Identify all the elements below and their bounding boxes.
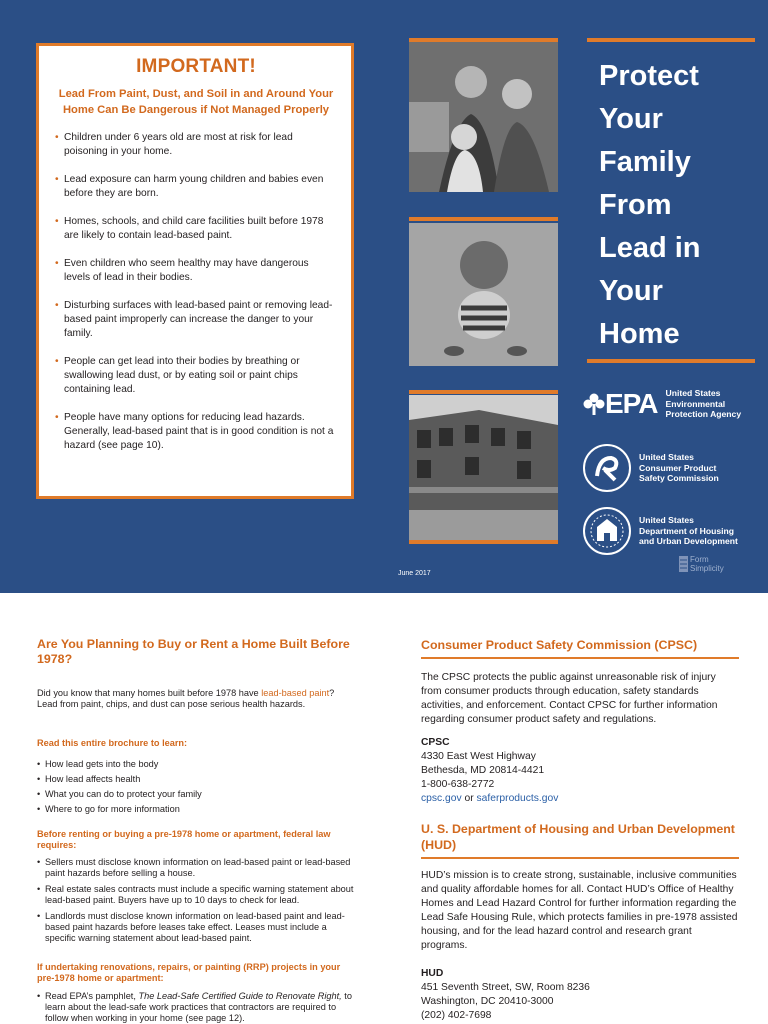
- rrp-text: to learn about the lead-safe work practices that contractors are required to follow when working in your home (see page 12).: [45, 991, 352, 1023]
- agency-line: and Urban Development: [639, 536, 738, 547]
- list-item: • Homes, schools, and child care facilities built before 1978 are likely to contain lead-based paint.: [55, 215, 337, 243]
- address-line: 451 Seventh Street, SW, Room 8236: [421, 982, 590, 993]
- watermark: [679, 555, 724, 573]
- cpsc-seal-icon: [583, 444, 631, 492]
- list-item: • Sellers must disclose known information on lead-based paint or lead-based paint hazards before selling a house.: [37, 857, 357, 879]
- intro-paragraph: [37, 688, 357, 710]
- cpsc-heading: Consumer Product Safety Commission (CPSC): [421, 637, 739, 659]
- list-item: • Real estate sales contracts must include a specific warning statement about lead-based paint. Buyers have up to 10 days to check for lead.: [37, 884, 357, 906]
- watermark-line: Form: [690, 555, 709, 564]
- title-line: Lead in: [599, 232, 701, 264]
- hud-logo: [583, 507, 738, 555]
- list-item: • Lead exposure can harm young children and babies even before they are born.: [55, 173, 337, 201]
- family-photo: [409, 42, 558, 192]
- address-line: Washington, DC 20410-3000: [421, 996, 554, 1007]
- list-item: • How lead gets into the body: [37, 757, 357, 772]
- hud-name-label: HUD: [421, 968, 444, 979]
- pamphlet-title: The Lead-Safe Certified Guide to Renovate Right,: [138, 991, 342, 1001]
- divider: [409, 390, 558, 394]
- law-heading: Before renting or buying a pre-1978 home or apartment, federal law requires:: [37, 829, 331, 850]
- cpsc-body: The CPSC protects the public against unreasonable risk of injury from consumer products through education, safety standards activities, and enforcement. Contact CPSC for further information regarding consumer product safety and regulations.: [421, 672, 718, 725]
- intro-text: ? Lead from paint, chips, and dust can pose serious health hazards.: [37, 688, 335, 709]
- rrp-list: [37, 991, 357, 1024]
- list-item: [37, 991, 357, 1024]
- epa-flower-icon: [583, 392, 605, 416]
- phone-number: (202) 402-7698: [421, 1010, 492, 1021]
- agency-line: Protection Agency: [665, 409, 742, 420]
- hud-seal-icon: [583, 507, 631, 555]
- hud-contact: [421, 967, 739, 1023]
- agency-line: United States: [665, 388, 721, 399]
- title-line: Protect: [599, 60, 699, 92]
- lead-based-paint-link[interactable]: lead-based paint: [261, 688, 330, 698]
- agency-line: United States: [639, 452, 694, 463]
- rrp-text: Read EPA’s pamphlet,: [45, 991, 139, 1001]
- hud-heading: U. S. Department of Housing and Urban Development (HUD): [421, 821, 739, 859]
- agency-line: Consumer Product: [639, 462, 717, 473]
- hud-body: HUD’s mission is to create strong, sustainable, inclusive communities and quality affordable homes for all. Contact HUD’s Office of Healthy Homes and Lead Hazard Control for further information regarding the Lead Safe Housing Rule, which protects families in pre-1978 assisted housing, and for the lead hazard control and research grant programs.: [421, 870, 738, 951]
- important-box: [36, 43, 354, 499]
- list-item: • Landlords must disclose known information on lead-based paint and lead-based paint hazards before leases take effect. Leases must include a specific warning statement about lead-based paint.: [37, 911, 357, 944]
- agency-line: United States: [639, 515, 694, 526]
- cpsc-websites: [421, 792, 739, 806]
- baby-photo: [409, 223, 558, 366]
- list-item: • People can get lead into their bodies by breathing or swallowing lead dust, or by eating soil or paint chips containing lead.: [55, 355, 337, 397]
- important-list: [55, 131, 337, 453]
- watermark-line: Simplicity: [690, 564, 724, 573]
- epa-text: EPA: [605, 388, 658, 419]
- cpsc-logo: [583, 444, 719, 492]
- publication-date: June 2017: [398, 570, 431, 577]
- left-heading: Are You Planning to Buy or Rent a Home Built Before 1978?: [37, 637, 350, 666]
- intro-text: Did you know that many homes built before 1978 have: [37, 688, 262, 698]
- agency-line: Safety Commission: [639, 473, 719, 484]
- cpsc-name: [639, 452, 719, 484]
- agency-line: Environmental: [665, 398, 726, 409]
- important-title: IMPORTANT!: [136, 56, 256, 77]
- list-item: • Disturbing surfaces with lead-based paint or removing lead-based paint improperly can increase the danger to your family.: [55, 299, 337, 341]
- divider: [587, 38, 755, 42]
- list-item: • How lead affects health: [37, 772, 357, 787]
- read-list: [37, 757, 357, 817]
- list-item: • People have many options for reducing lead hazards. Generally, lead-based paint that is in good condition is not a hazard (see page 10).: [55, 411, 337, 453]
- cpsc-link[interactable]: cpsc.gov: [421, 793, 462, 804]
- epa-name: [666, 388, 742, 420]
- or-text: or: [461, 793, 477, 804]
- rrp-heading: If undertaking renovations, repairs, or painting (RRP) projects in your pre-1978 home or apartment:: [37, 962, 341, 983]
- document-icon: [679, 556, 688, 572]
- cpsc-contact: [421, 736, 739, 806]
- agency-line: Department of Housing: [639, 525, 735, 536]
- list-item: • What you can do to protect your family: [37, 787, 357, 802]
- divider: [587, 359, 755, 363]
- page-title: [599, 55, 759, 356]
- divider: [409, 217, 558, 221]
- epa-logo: [583, 388, 741, 420]
- title-line: Family: [599, 146, 691, 178]
- houses-photo: [409, 395, 558, 540]
- hud-name: [639, 515, 738, 547]
- address-line: 4330 East West Highway: [421, 751, 536, 762]
- epa-mark: [583, 388, 658, 420]
- important-subtitle: Lead From Paint, Dust, and Soil in and Around Your Home Can Be Dangerous if Not Managed Properly: [58, 88, 334, 116]
- title-line: From: [599, 189, 672, 221]
- read-heading: Read this entire brochure to learn:: [37, 738, 188, 748]
- address-line: Bethesda, MD 20814-4421: [421, 765, 545, 776]
- phone-number: 1-800-638-2772: [421, 779, 495, 790]
- law-list: [37, 857, 357, 944]
- list-item: • Even children who seem healthy may have dangerous levels of lead in their bodies.: [55, 257, 337, 285]
- title-line: Your: [599, 275, 663, 307]
- list-item: • Children under 6 years old are most at risk for lead poisoning in your home.: [55, 131, 337, 159]
- brochure-inner: [0, 593, 768, 1024]
- divider: [409, 540, 558, 544]
- cpsc-name-label: CPSC: [421, 737, 450, 748]
- title-line: Your: [599, 103, 663, 135]
- saferproducts-link[interactable]: saferproducts.gov: [476, 793, 559, 804]
- title-line: Home: [599, 318, 680, 350]
- list-item: • Where to go for more information: [37, 802, 357, 817]
